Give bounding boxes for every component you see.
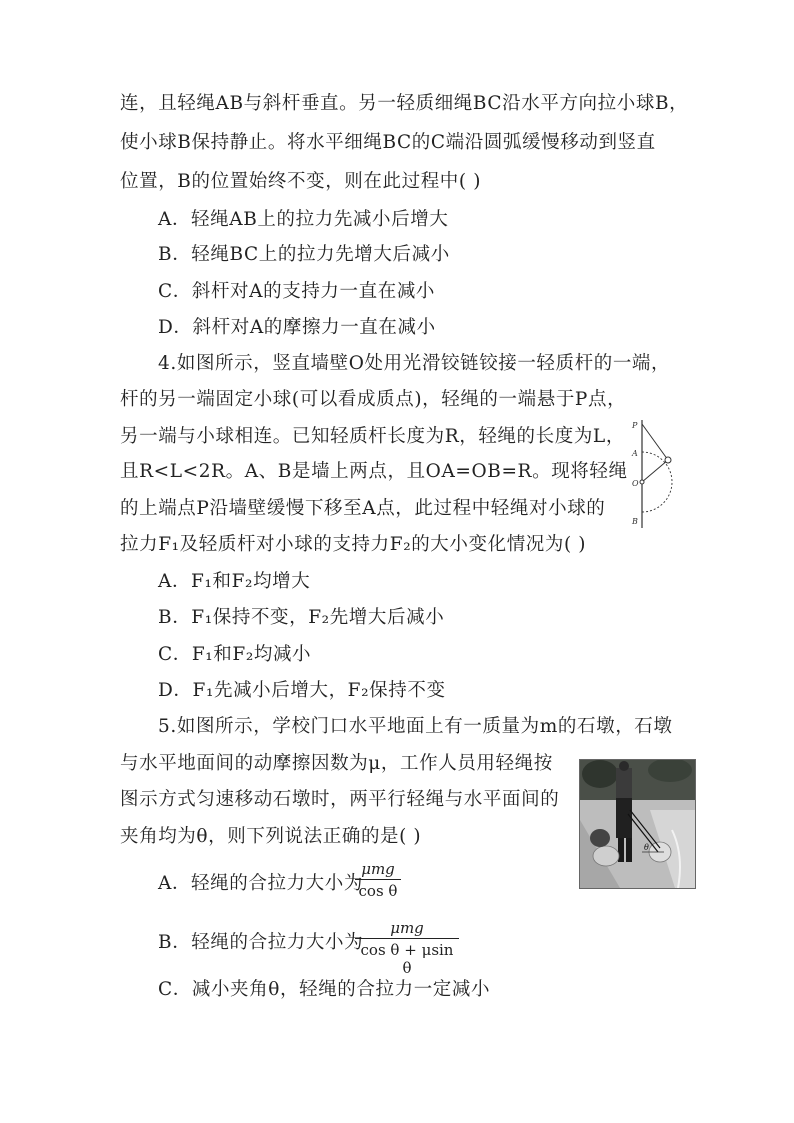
text-line: 拉力F₁及轻质杆对小球的支持力F₂的大小变化情况为( )	[120, 534, 587, 555]
option-a: A．轻绳的合拉力大小为	[158, 873, 363, 894]
text-line: 的上端点P沿墙壁缓慢下移至A点，此过程中轻绳对小球的	[120, 498, 606, 519]
text-line: 夹角均为θ，则下列说法正确的是( )	[120, 826, 422, 847]
text-line: 杆的另一端固定小球(可以看成质点)，轻绳的一端悬于P点，	[120, 389, 627, 410]
text-line: 与水平地面间的动摩擦因数为μ，工作人员用轻绳按	[120, 753, 553, 774]
option-b: B．轻绳BC上的拉力先增大后减小	[158, 244, 450, 265]
text-line: 连，且轻绳AB与斜杆垂直。另一轻质细绳BC沿水平方向拉小球B，	[120, 93, 689, 114]
option-c: C．斜杆对A的支持力一直在减小	[158, 281, 436, 302]
text-line: 图示方式匀速移动石墩时，两平行轻绳与水平面间的	[120, 789, 560, 810]
option-a: A．F₁和F₂均增大	[158, 571, 311, 592]
question-4: 4.如图所示，竖直墙壁O处用光滑铰链铰接一轻质杆的一端，	[158, 353, 671, 374]
rod-line	[642, 460, 668, 482]
fraction-denominator: cos θ	[358, 882, 398, 900]
fraction-bar	[355, 938, 459, 939]
label-p: P	[632, 421, 638, 430]
label-a: A	[632, 449, 638, 458]
fraction-b	[355, 919, 459, 977]
text-line: 另一端与小球相连。已知轻质杆长度为R，轻绳的长度为L，	[120, 426, 625, 447]
label-b: B	[632, 517, 638, 526]
fraction-numerator: μmg	[361, 860, 395, 878]
fraction-a	[355, 860, 401, 900]
fraction-numerator: μmg	[390, 919, 424, 937]
option-c: C．F₁和F₂均减小	[158, 644, 312, 665]
option-b: B．轻绳的合拉力大小为	[158, 932, 364, 953]
fraction-denominator: cos θ + μsin θ	[360, 941, 454, 977]
hinge-icon	[640, 480, 644, 484]
option-a: A．轻绳AB上的拉力先减小后增大	[158, 209, 449, 230]
angle-label: θ	[644, 843, 649, 852]
figure-5-photo	[579, 759, 696, 889]
option-c: C．减小夹角θ，轻绳的合拉力一定减小	[158, 979, 491, 1000]
label-o: O	[632, 479, 639, 488]
option-d: D．F₁先减小后增大，F₂保持不变	[158, 680, 446, 701]
figure-4-diagram	[628, 416, 678, 532]
fraction-bar	[355, 879, 401, 880]
text-line: 位置，B的位置始终不变，则在此过程中( )	[120, 171, 482, 192]
text-line: 使小球B保持静止。将水平细绳BC的C端沿圆弧缓慢移动到竖直	[120, 132, 656, 153]
option-d: D．斜杆对A的摩擦力一直在减小	[158, 317, 436, 338]
ball-icon	[665, 457, 671, 463]
stone-pier-photo-drawing	[580, 760, 695, 888]
text-line: 且R<L<2R。A、B是墙上两点，且OA=OB=R。现将轻绳	[120, 461, 628, 482]
question-5: 5.如图所示，学校门口水平地面上有一质量为m的石墩，石墩	[158, 716, 673, 737]
option-b: B．F₁保持不变，F₂先增大后减小	[158, 607, 445, 628]
